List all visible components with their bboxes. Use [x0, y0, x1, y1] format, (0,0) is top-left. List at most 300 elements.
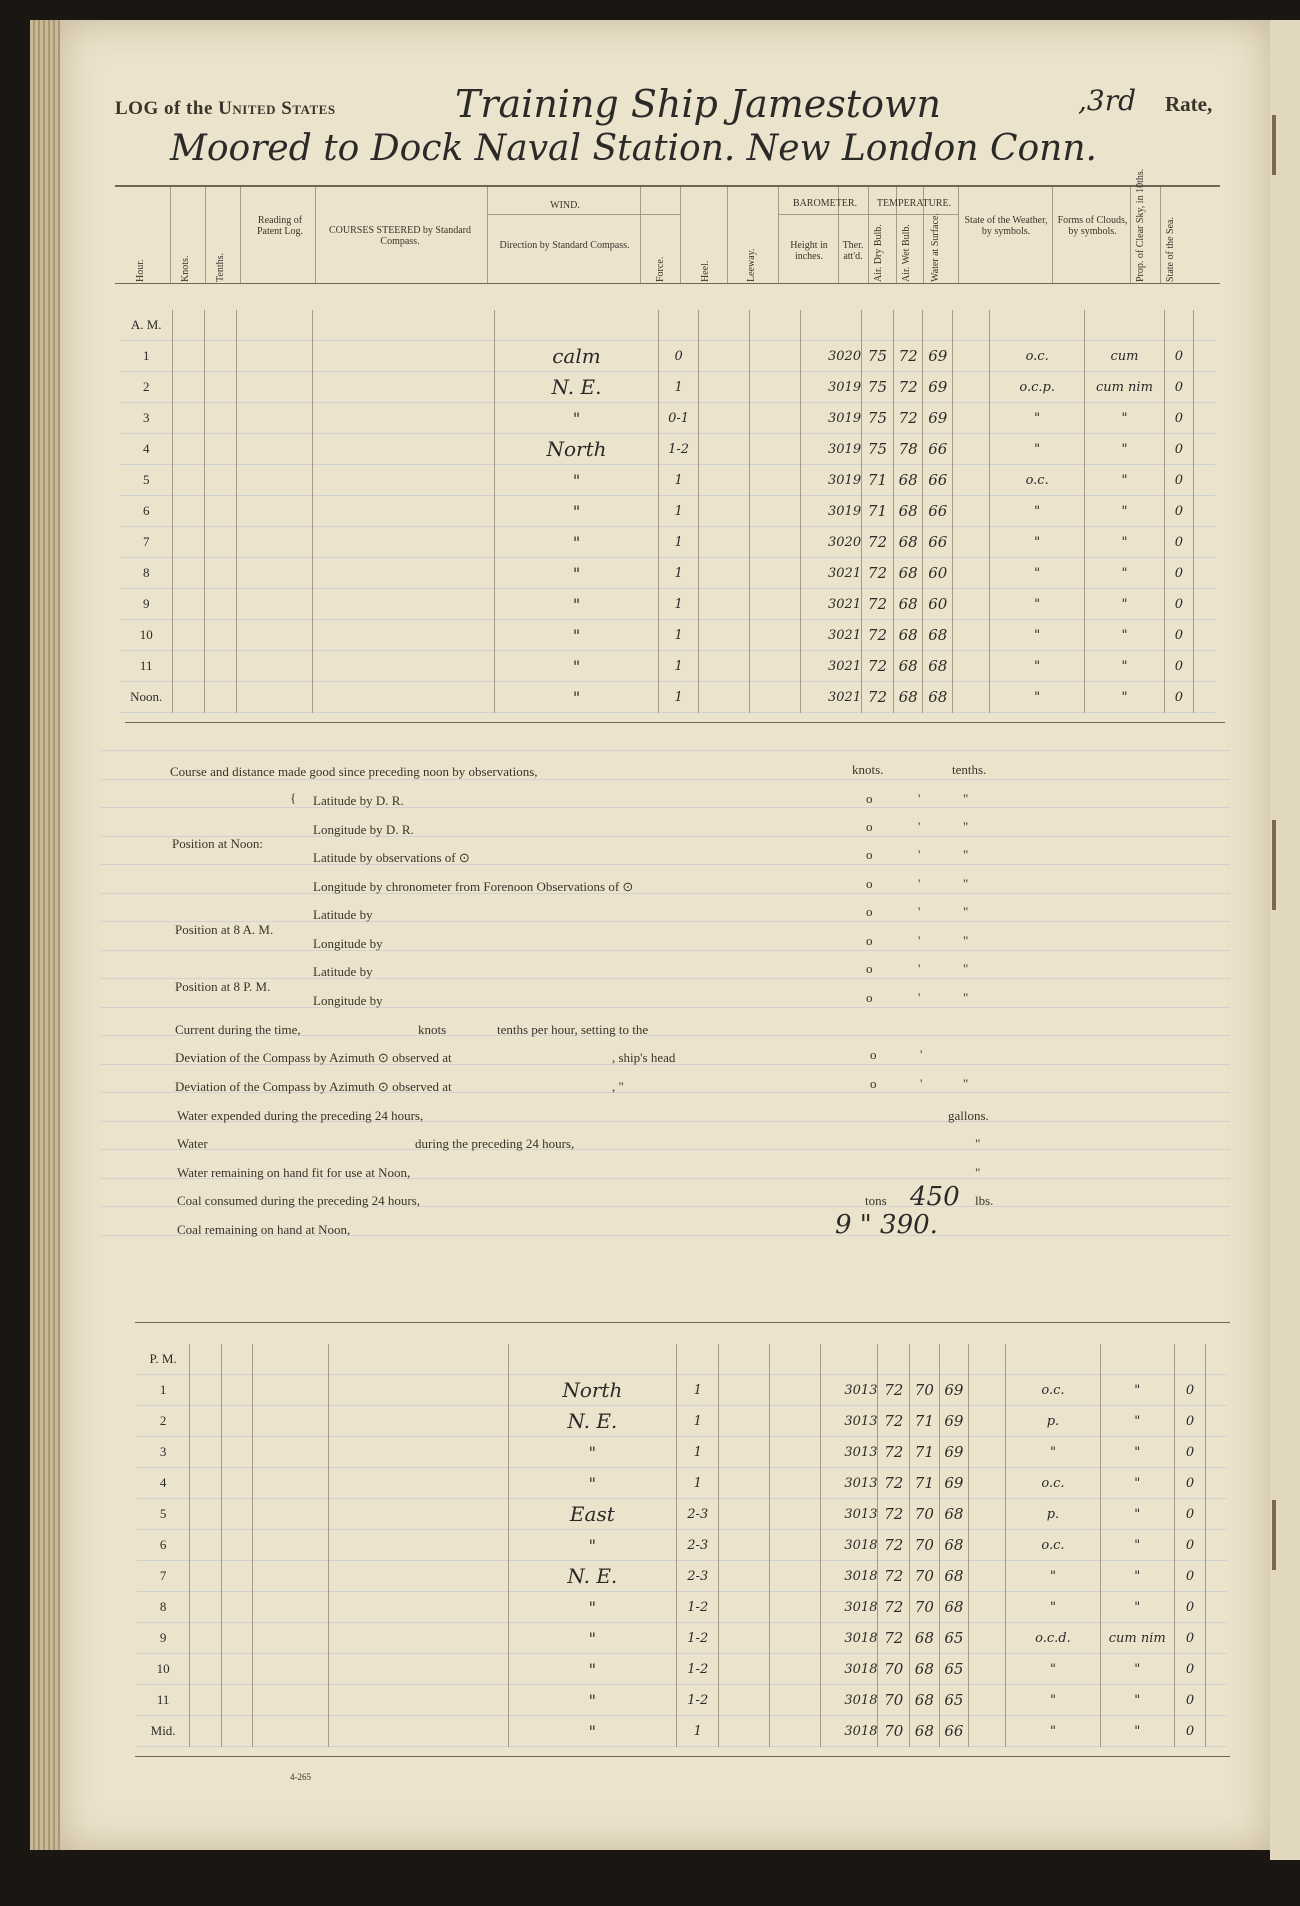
leeway-cell [749, 403, 800, 434]
log-cell [749, 310, 800, 341]
header-column-divider [1160, 187, 1161, 283]
dry-bulb-cell: 68 [893, 682, 923, 713]
knots-cell [173, 372, 205, 403]
course-cell [313, 496, 495, 527]
hour-cell: Noon. [130, 689, 163, 704]
clouds-cell: " [1100, 1437, 1174, 1468]
dry-bulb-cell: 68 [910, 1685, 940, 1716]
log-title [115, 98, 336, 120]
sea-state-cell [1194, 682, 1215, 713]
weather-cell: " [1006, 1716, 1101, 1747]
patent-log-cell [253, 1375, 329, 1406]
clouds-cell: " [1100, 1685, 1174, 1716]
barometer-cell: 3021 [800, 620, 861, 651]
hour-cell: 1 [142, 348, 150, 363]
position-8pm-label: Position at 8 P. M. [175, 979, 271, 994]
wind-force-cell: 1-2 [658, 434, 698, 465]
clouds-cell: " [1100, 1375, 1174, 1406]
latitude-dr-label: Latitude by D. R. [313, 793, 404, 808]
sea-state-cell [1206, 1530, 1227, 1561]
col-leeway: Leeway. [746, 248, 757, 282]
water-label: Water [177, 1136, 208, 1151]
dry-bulb-cell: 68 [893, 496, 923, 527]
heel-cell [699, 434, 750, 465]
tenths-cell [205, 496, 237, 527]
title-prefix: LOG of the [115, 98, 213, 119]
course-cell [329, 1561, 508, 1592]
log-cell [173, 310, 205, 341]
clear-sky-cell: 0 [1174, 1716, 1206, 1747]
title-united-states: United States [218, 98, 336, 119]
longitude-dr-label: Longitude by D. R. [313, 822, 414, 837]
hour-cell: 3 [142, 410, 150, 425]
log-cell [1174, 1344, 1206, 1375]
clear-sky-cell: 0 [1164, 372, 1194, 403]
barometer-cell: 3018 [820, 1654, 878, 1685]
wind-force-cell: 1 [658, 558, 698, 589]
log-cell [769, 1344, 820, 1375]
water-temp-cell [953, 434, 990, 465]
dry-bulb-cell: 68 [910, 1623, 940, 1654]
minute-mark: ' [920, 1047, 923, 1062]
sea-state-cell [1206, 1716, 1227, 1747]
thermometer-cell: 75 [862, 372, 894, 403]
table-row [120, 589, 1215, 620]
wet-bulb-cell: 69 [923, 372, 953, 403]
knots-cell [190, 1592, 222, 1623]
clear-sky-cell: 0 [1174, 1654, 1206, 1685]
clouds-cell: " [1100, 1499, 1174, 1530]
wet-bulb-cell: 66 [923, 527, 953, 558]
water-temp-cell [969, 1406, 1006, 1437]
patent-log-cell [253, 1468, 329, 1499]
wet-bulb-cell: 69 [939, 1437, 969, 1468]
col-knots: Knots. [180, 255, 191, 282]
thermometer-cell: 72 [878, 1530, 910, 1561]
course-cell [313, 682, 495, 713]
heel-cell [719, 1468, 770, 1499]
heel-cell [719, 1716, 770, 1747]
dry-bulb-cell: 72 [893, 372, 923, 403]
leeway-cell [769, 1437, 820, 1468]
deviation-2-ditto: , " [612, 1079, 624, 1094]
patent-log-cell [236, 465, 312, 496]
weather-cell: o.c. [1006, 1468, 1101, 1499]
dry-bulb-cell: 68 [893, 527, 923, 558]
barometer-cell: 3021 [800, 682, 861, 713]
col-dry-bulb: Air. Dry Bulb. [873, 224, 884, 282]
patent-log-cell [253, 1437, 329, 1468]
header-subdivider [487, 214, 680, 215]
knots-cell [173, 434, 205, 465]
sea-state-cell [1194, 620, 1215, 651]
hour-cell: 8 [142, 565, 150, 580]
thermometer-cell: 72 [878, 1468, 910, 1499]
leeway-cell [749, 558, 800, 589]
position-noon-label: Position at Noon: [172, 836, 264, 851]
clouds-cell: " [1085, 465, 1164, 496]
weather-cell: " [990, 558, 1085, 589]
thermometer-cell: 72 [862, 682, 894, 713]
log-cell [800, 310, 861, 341]
minute-mark: ' [918, 847, 921, 862]
barometer-cell: 3018 [820, 1530, 878, 1561]
wind-force-cell: 0 [658, 341, 698, 372]
hour-cell: 4 [159, 1475, 167, 1490]
patent-log-cell [236, 558, 312, 589]
wind-force-cell: 1 [677, 1716, 719, 1747]
course-cell [329, 1685, 508, 1716]
wind-direction-cell: North [508, 1375, 677, 1406]
longitude-8pm-label: Longitude by [313, 993, 383, 1008]
clear-sky-cell: 0 [1174, 1623, 1206, 1654]
barometer-cell: 3018 [820, 1592, 878, 1623]
patent-log-cell [236, 682, 312, 713]
water-temp-cell [953, 651, 990, 682]
clear-sky-cell: 0 [1164, 651, 1194, 682]
log-cell [699, 310, 750, 341]
leeway-cell [749, 465, 800, 496]
knots-cell [190, 1499, 222, 1530]
clear-sky-cell: 0 [1164, 589, 1194, 620]
patent-log-cell [236, 620, 312, 651]
thermometer-cell: 72 [862, 620, 894, 651]
dry-bulb-cell: 72 [893, 403, 923, 434]
course-cell [313, 589, 495, 620]
course-cell [313, 558, 495, 589]
clouds-cell: " [1085, 682, 1164, 713]
second-mark: " [963, 847, 969, 862]
wind-force-cell: 1-2 [677, 1654, 719, 1685]
wet-bulb-cell: 66 [923, 465, 953, 496]
clear-sky-cell: 0 [1164, 527, 1194, 558]
sea-state-cell [1206, 1499, 1227, 1530]
tenths-cell [205, 589, 237, 620]
ruled-line [100, 1007, 1230, 1008]
dry-bulb-cell: 68 [893, 589, 923, 620]
weather-cell: " [990, 620, 1085, 651]
col-force: Force. [655, 256, 666, 282]
col-patent-log: Reading of Patent Log. [256, 215, 304, 237]
dry-bulb-cell: 68 [910, 1654, 940, 1685]
knots-heading: knots. [852, 762, 884, 777]
longitude-8am-label: Longitude by [313, 936, 383, 951]
pm-log-table [137, 1344, 1227, 1747]
log-cell [190, 1344, 222, 1375]
tenths-cell [205, 434, 237, 465]
course-cell [329, 1375, 508, 1406]
longitude-chron-label: Longitude by chronometer from Forenoon Observations of ⊙ [313, 879, 634, 894]
heel-cell [719, 1561, 770, 1592]
wind-direction-cell: N. E. [508, 1561, 677, 1592]
log-cell [923, 310, 953, 341]
knots-cell [190, 1530, 222, 1561]
log-cell [910, 1344, 940, 1375]
ruled-line [100, 950, 1230, 951]
heel-cell [699, 558, 750, 589]
table-row [120, 434, 1215, 465]
sea-state-cell [1206, 1592, 1227, 1623]
wet-bulb-cell: 68 [939, 1561, 969, 1592]
course-cell [329, 1530, 508, 1561]
degree-mark: o [866, 990, 873, 1005]
course-cell [313, 620, 495, 651]
latitude-8am-label: Latitude by [313, 907, 373, 922]
clear-sky-cell: 0 [1174, 1530, 1206, 1561]
patent-log-cell [253, 1685, 329, 1716]
wet-bulb-cell: 65 [939, 1654, 969, 1685]
weather-cell: o.c.d. [1006, 1623, 1101, 1654]
hour-cell: 6 [142, 503, 150, 518]
tenths-cell [205, 341, 237, 372]
clouds-cell: " [1085, 651, 1164, 682]
clear-sky-cell: 0 [1174, 1592, 1206, 1623]
degree-mark: o [870, 1076, 877, 1091]
tenths-cell [221, 1654, 253, 1685]
thermometer-cell: 70 [878, 1654, 910, 1685]
knots-cell [173, 620, 205, 651]
log-cell [205, 310, 237, 341]
wet-bulb-cell: 68 [923, 651, 953, 682]
heel-cell [719, 1437, 770, 1468]
ruled-line [100, 750, 1230, 751]
table-row [137, 1685, 1227, 1716]
latitude-8pm-label: Latitude by [313, 964, 373, 979]
header-column-divider [170, 187, 171, 283]
leeway-cell [769, 1468, 820, 1499]
clouds-cell: " [1085, 527, 1164, 558]
tenths-cell [221, 1406, 253, 1437]
log-cell [1206, 1344, 1227, 1375]
header-column-divider [315, 187, 316, 283]
wet-bulb-cell: 69 [923, 403, 953, 434]
minute-mark: ' [918, 961, 921, 976]
location-text: Moored to Dock Naval Station. New London Conn. [170, 128, 1097, 169]
leeway-cell [769, 1561, 820, 1592]
clear-sky-cell: 0 [1174, 1468, 1206, 1499]
water-temp-cell [953, 527, 990, 558]
am-label-row [120, 310, 1215, 341]
am-label: A. M. [130, 317, 162, 332]
wind-direction-cell: North [495, 434, 659, 465]
clear-sky-cell: 0 [1174, 1406, 1206, 1437]
pm-table-end-rule [135, 1756, 1230, 1757]
hour-cell: 9 [159, 1630, 167, 1645]
hour-cell: 3 [159, 1444, 167, 1459]
weather-cell: " [990, 589, 1085, 620]
knots-cell [173, 558, 205, 589]
pm-table-top-rule [135, 1322, 1230, 1323]
log-cell [893, 310, 923, 341]
patent-log-cell [236, 372, 312, 403]
wet-bulb-cell: 65 [939, 1623, 969, 1654]
ruled-line [100, 1149, 1230, 1150]
tenths-cell [221, 1530, 253, 1561]
degree-mark: o [866, 791, 873, 806]
log-cell [969, 1344, 1006, 1375]
barometer-cell: 3018 [820, 1716, 878, 1747]
barometer-cell: 3019 [800, 372, 861, 403]
second-mark: " [963, 961, 969, 976]
tenths-cell [221, 1561, 253, 1592]
wind-force-cell: 1 [658, 496, 698, 527]
clouds-cell: " [1085, 620, 1164, 651]
header-bottom-rule [115, 283, 1220, 284]
water-temp-cell [953, 341, 990, 372]
minute-mark: ' [918, 990, 921, 1005]
wind-direction-cell: " [508, 1592, 677, 1623]
second-mark: " [963, 791, 969, 806]
clear-sky-cell: 0 [1164, 496, 1194, 527]
course-cell [329, 1468, 508, 1499]
minute-mark: ' [918, 791, 921, 806]
barometer-cell: 3019 [800, 496, 861, 527]
tenths-cell [205, 682, 237, 713]
patent-log-cell [236, 589, 312, 620]
wind-direction-cell: calm [495, 341, 659, 372]
col-temperature: TEMPERATURE. [876, 198, 952, 209]
knots-cell [190, 1623, 222, 1654]
table-row [137, 1468, 1227, 1499]
course-cell [313, 403, 495, 434]
clear-sky-cell: 0 [1174, 1685, 1206, 1716]
clear-sky-cell: 0 [1164, 465, 1194, 496]
col-direction: Direction by Standard Compass. [499, 240, 630, 251]
heel-cell [719, 1685, 770, 1716]
thermometer-cell: 72 [878, 1592, 910, 1623]
log-cell [1085, 310, 1164, 341]
ditto-mark: " [975, 1136, 981, 1151]
clear-sky-cell: 0 [1174, 1561, 1206, 1592]
weather-cell: " [1006, 1561, 1101, 1592]
binding-clip [1272, 115, 1276, 175]
dry-bulb-cell: 68 [893, 620, 923, 651]
wet-bulb-cell: 68 [939, 1592, 969, 1623]
second-mark: " [963, 933, 969, 948]
leeway-cell [749, 682, 800, 713]
degree-mark: o [866, 933, 873, 948]
thermometer-cell: 72 [878, 1561, 910, 1592]
thermometer-cell: 71 [862, 496, 894, 527]
patent-log-cell [253, 1592, 329, 1623]
course-cell [313, 527, 495, 558]
log-cell [1006, 1344, 1101, 1375]
hour-cell: 8 [159, 1599, 167, 1614]
water-temp-cell [969, 1375, 1006, 1406]
wet-bulb-cell: 69 [939, 1406, 969, 1437]
thermometer-cell: 72 [862, 558, 894, 589]
hour-cell: 5 [159, 1506, 167, 1521]
minute-mark: ' [918, 819, 921, 834]
course-cell [313, 341, 495, 372]
thermometer-cell: 72 [878, 1623, 910, 1654]
weather-cell: o.c. [990, 341, 1085, 372]
log-cell [313, 310, 495, 341]
sea-state-cell [1206, 1437, 1227, 1468]
tons-label: tons [865, 1193, 887, 1208]
hour-cell: 7 [159, 1568, 167, 1583]
knots-cell [190, 1716, 222, 1747]
wind-force-cell: 1 [658, 527, 698, 558]
current-tenths-label: tenths per hour, setting to the [497, 1022, 649, 1037]
thermometer-cell: 70 [878, 1685, 910, 1716]
thermometer-cell: 72 [878, 1406, 910, 1437]
dry-bulb-cell: 70 [910, 1561, 940, 1592]
clouds-cell: " [1100, 1530, 1174, 1561]
clouds-cell: " [1100, 1654, 1174, 1685]
log-cell [1194, 310, 1215, 341]
rate-label: Rate, [1165, 92, 1213, 116]
wind-force-cell: 1-2 [677, 1685, 719, 1716]
leeway-cell [749, 341, 800, 372]
tenths-cell [221, 1592, 253, 1623]
water-temp-cell [969, 1561, 1006, 1592]
table-row [120, 682, 1215, 713]
course-cell [329, 1499, 508, 1530]
ruled-line [100, 836, 1230, 837]
sea-state-cell [1206, 1375, 1227, 1406]
knots-cell [173, 527, 205, 558]
wind-force-cell: 1 [677, 1375, 719, 1406]
wind-direction-cell: " [495, 496, 659, 527]
knots-cell [173, 651, 205, 682]
patent-log-cell [253, 1499, 329, 1530]
table-row [137, 1406, 1227, 1437]
degree-mark: o [866, 819, 873, 834]
course-cell [329, 1437, 508, 1468]
knots-cell [190, 1406, 222, 1437]
water-temp-cell [953, 403, 990, 434]
dry-bulb-cell: 68 [910, 1716, 940, 1747]
header-column-divider [487, 187, 488, 283]
dry-bulb-cell: 71 [910, 1406, 940, 1437]
leeway-cell [769, 1623, 820, 1654]
course-cell [329, 1654, 508, 1685]
wind-force-cell: 1-2 [677, 1623, 719, 1654]
dry-bulb-cell: 71 [910, 1468, 940, 1499]
heel-cell [719, 1530, 770, 1561]
weather-cell: p. [1006, 1499, 1101, 1530]
tenths-cell [221, 1499, 253, 1530]
wet-bulb-cell: 65 [939, 1685, 969, 1716]
leeway-cell [769, 1406, 820, 1437]
sea-state-cell [1194, 651, 1215, 682]
water-temp-cell [969, 1437, 1006, 1468]
barometer-cell: 3019 [800, 465, 861, 496]
wet-bulb-cell: 60 [923, 589, 953, 620]
brace: { [290, 790, 297, 805]
log-cell [953, 310, 990, 341]
col-weather: State of the Weather, by symbols. [964, 215, 1048, 237]
thermometer-cell: 75 [862, 403, 894, 434]
knots-cell [190, 1437, 222, 1468]
heel-cell [699, 682, 750, 713]
thermometer-cell: 72 [862, 651, 894, 682]
weather-cell: " [990, 434, 1085, 465]
col-water-surface: Water at Surface. [930, 213, 941, 282]
water-temp-cell [953, 558, 990, 589]
col-heel: Heel. [700, 260, 711, 282]
clear-sky-cell: 0 [1164, 341, 1194, 372]
leeway-cell [749, 372, 800, 403]
weather-cell: " [1006, 1437, 1101, 1468]
wind-direction-cell: " [508, 1623, 677, 1654]
patent-log-cell [236, 403, 312, 434]
barometer-cell: 3013 [820, 1468, 878, 1499]
clear-sky-cell: 0 [1164, 558, 1194, 589]
sea-state-cell [1194, 589, 1215, 620]
wet-bulb-cell: 66 [923, 434, 953, 465]
